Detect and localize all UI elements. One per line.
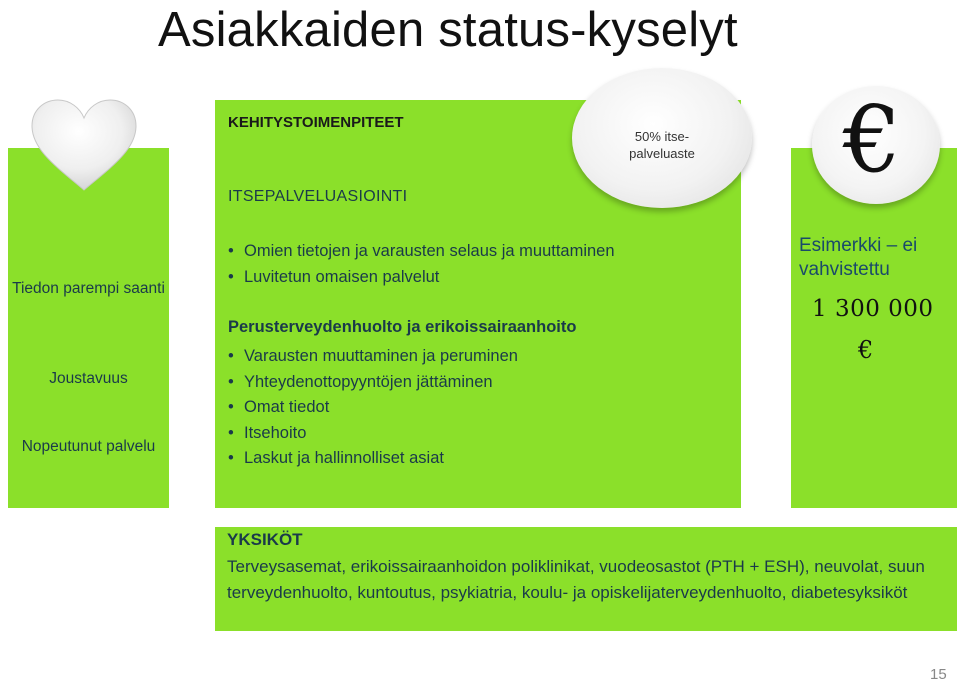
list-item: • Omat tiedot bbox=[228, 395, 518, 421]
self-service-heading: ITSEPALVELUASIOINTI bbox=[228, 188, 408, 205]
list-item: • Luvitetun omaisen palvelut bbox=[228, 265, 615, 291]
healthcare-subheading: Perusterveydenhuolto ja erikoissairaanhoito bbox=[228, 318, 577, 336]
benefit-better-info: Tiedon parempi saanti bbox=[12, 280, 165, 297]
list-item: • Varausten muuttaminen ja peruminen bbox=[228, 344, 518, 370]
units-heading: YKSIKÖT bbox=[227, 530, 303, 549]
heart-icon bbox=[28, 98, 140, 194]
self-service-list bbox=[228, 239, 615, 290]
healthcare-list bbox=[228, 344, 518, 472]
page-title: Asiakkaiden status-kyselyt bbox=[158, 3, 738, 57]
example-currency: € bbox=[858, 336, 874, 364]
list-item: • Omien tietojen ja varausten selaus ja muuttaminen bbox=[228, 239, 615, 265]
benefit-faster-service: Nopeutunut palvelu bbox=[21, 438, 156, 455]
example-value: 1 300 000 bbox=[812, 296, 934, 322]
list-item: • Itsehoito bbox=[228, 421, 518, 447]
example-label: Esimerkki – ei vahvistettu bbox=[799, 235, 918, 280]
list-item: • Yhteydenottopyyntöjen jättäminen bbox=[228, 370, 518, 396]
benefit-flexibility: Joustavuus bbox=[49, 370, 128, 387]
units-text: Terveysasemat, erikoissairaanhoidon poliklinikat, vuodeosastot (PTH + ESH), neuvolat, suun terveydenhuolto, kuntoutus, psykiatria, koulu- ja opiskelijaterveydenhuolto, diabetesyksiköt bbox=[227, 557, 925, 602]
page-number: 15 bbox=[930, 666, 947, 683]
euro-icon: € bbox=[842, 86, 902, 193]
list-item: • Laskut ja hallinnolliset asiat bbox=[228, 446, 518, 472]
development-heading: KEHITYSTOIMENPITEET bbox=[228, 114, 404, 131]
self-service-rate-text: 50% itse-palveluaste bbox=[629, 129, 695, 161]
